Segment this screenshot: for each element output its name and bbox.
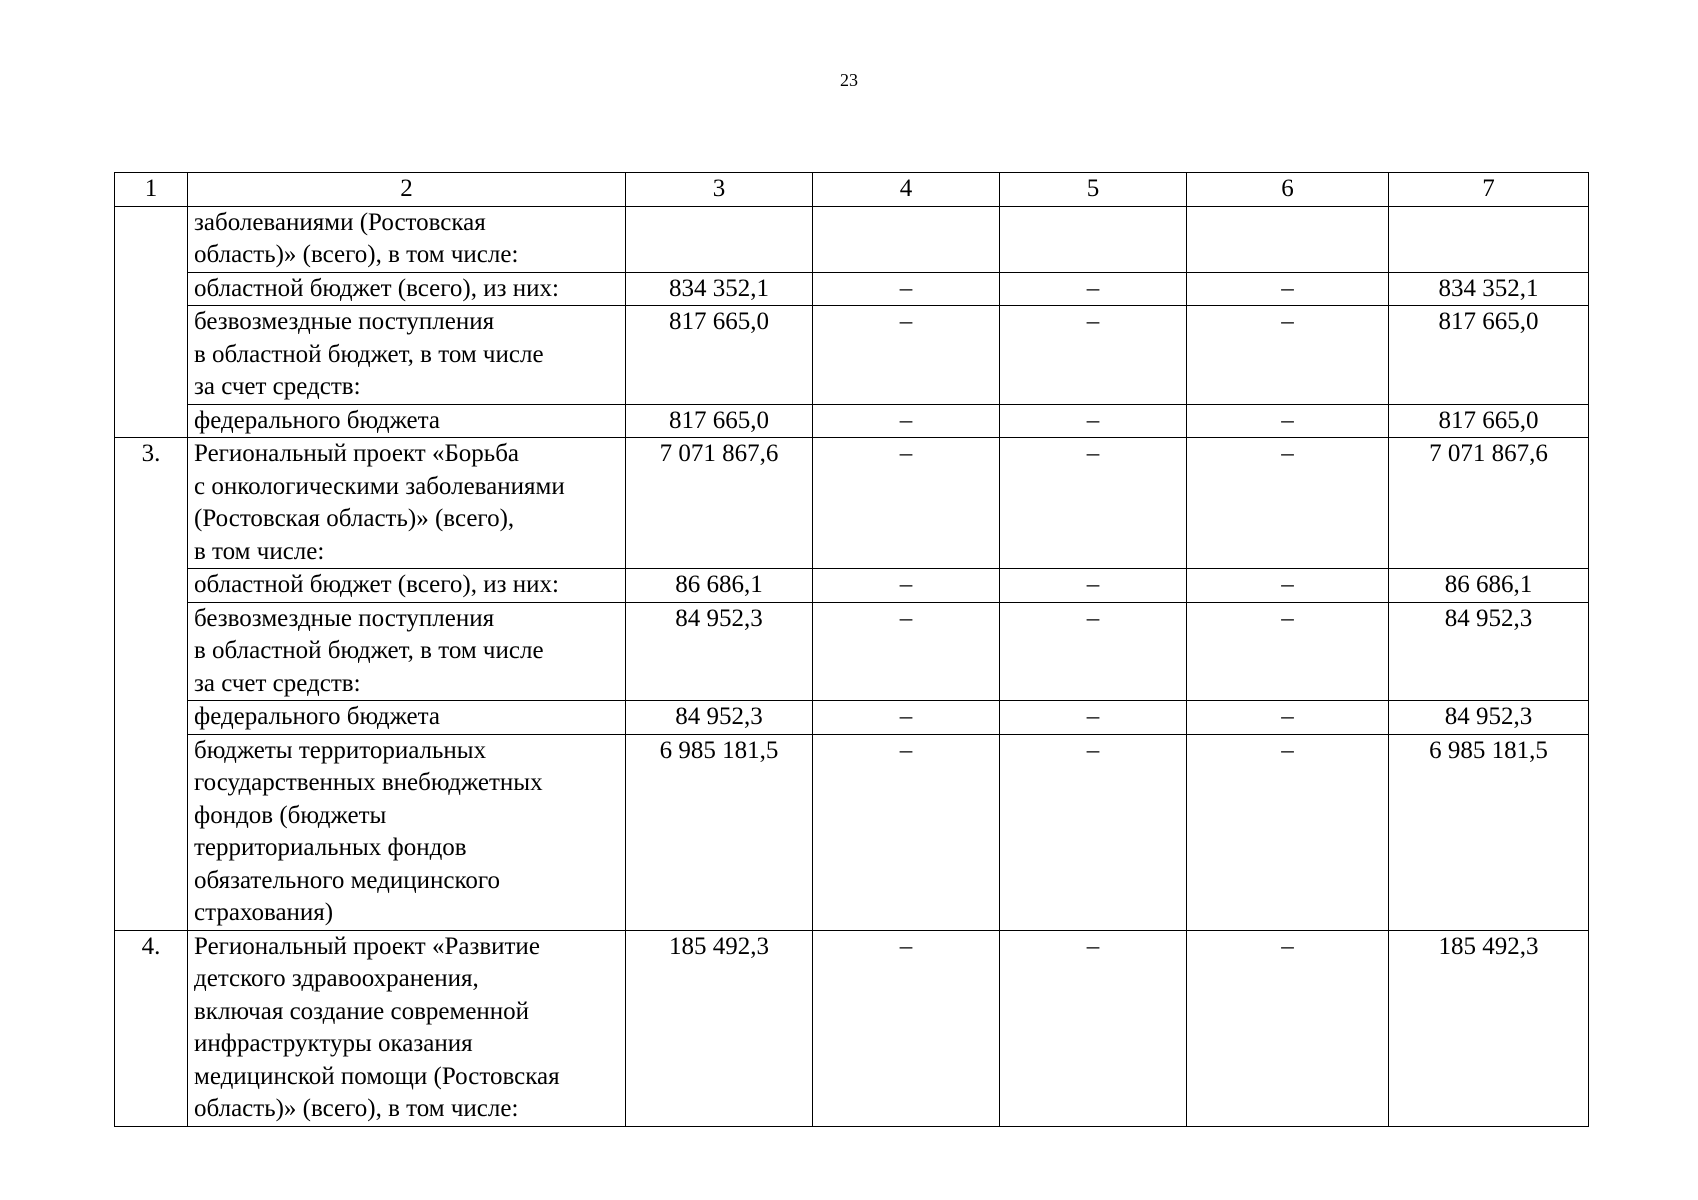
table-row — [115, 701, 1589, 735]
value-col3: 84 952,3 — [626, 701, 813, 735]
value-col3 — [626, 206, 813, 272]
value-col4: – — [813, 602, 1000, 701]
value-col5: – — [1000, 930, 1187, 1126]
column-header: 4 — [813, 173, 1000, 207]
value-col7: 7 071 867,6 — [1389, 438, 1589, 569]
value-col5: – — [1000, 306, 1187, 405]
table-row — [115, 569, 1589, 603]
row-label: областной бюджет (всего), из них: — [188, 272, 626, 306]
value-col4: – — [813, 930, 1000, 1126]
value-col3: 86 686,1 — [626, 569, 813, 603]
row-label: федерального бюджета — [188, 404, 626, 438]
table-row — [115, 404, 1589, 438]
row-label: безвозмездные поступления в областной бюджет, в том числе за счет средств: — [188, 306, 626, 405]
value-col7: 185 492,3 — [1389, 930, 1589, 1126]
row-number: 3. — [115, 438, 188, 931]
row-number: 4. — [115, 930, 188, 1126]
column-header: 6 — [1187, 173, 1389, 207]
value-col6: – — [1187, 569, 1389, 603]
value-col7: 84 952,3 — [1389, 602, 1589, 701]
row-label: федерального бюджета — [188, 701, 626, 735]
value-col6: – — [1187, 404, 1389, 438]
column-header: 7 — [1389, 173, 1589, 207]
value-col4: – — [813, 569, 1000, 603]
value-col7: 6 985 181,5 — [1389, 734, 1589, 930]
value-col4: – — [813, 272, 1000, 306]
value-col5: – — [1000, 734, 1187, 930]
value-col6 — [1187, 206, 1389, 272]
row-label: Региональный проект «Развитие детского здравоохранения, включая создание современной инфраструктуры оказания медицинской помощи (Ростовская область)» (всего), в том числе: — [188, 930, 626, 1126]
value-col4: – — [813, 734, 1000, 930]
value-col5: – — [1000, 438, 1187, 569]
value-col3: 834 352,1 — [626, 272, 813, 306]
column-number-row — [115, 173, 1589, 207]
table-row — [115, 306, 1589, 405]
value-col3: 6 985 181,5 — [626, 734, 813, 930]
value-col7: 817 665,0 — [1389, 306, 1589, 405]
value-col3: 185 492,3 — [626, 930, 813, 1126]
value-col6: – — [1187, 272, 1389, 306]
value-col7: 86 686,1 — [1389, 569, 1589, 603]
value-col7: 834 352,1 — [1389, 272, 1589, 306]
value-col6: – — [1187, 701, 1389, 735]
value-col6: – — [1187, 438, 1389, 569]
value-col7: 817 665,0 — [1389, 404, 1589, 438]
table-row — [115, 602, 1589, 701]
value-col6: – — [1187, 734, 1389, 930]
value-col6: – — [1187, 602, 1389, 701]
column-header: 2 — [188, 173, 626, 207]
value-col5: – — [1000, 404, 1187, 438]
value-col7 — [1389, 206, 1589, 272]
value-col6: – — [1187, 930, 1389, 1126]
budget-table — [114, 172, 1589, 1127]
table-row — [115, 438, 1589, 569]
row-label: заболеваниями (Ростовская область)» (всего), в том числе: — [188, 206, 626, 272]
row-number — [115, 206, 188, 438]
value-col6: – — [1187, 306, 1389, 405]
page-number: 23 — [840, 70, 858, 90]
value-col5: – — [1000, 272, 1187, 306]
value-col4: – — [813, 306, 1000, 405]
value-col5: – — [1000, 602, 1187, 701]
value-col7: 84 952,3 — [1389, 701, 1589, 735]
value-col5: – — [1000, 569, 1187, 603]
table-row — [115, 930, 1589, 1126]
column-header: 1 — [115, 173, 188, 207]
table-row — [115, 272, 1589, 306]
column-header: 5 — [1000, 173, 1187, 207]
row-label: бюджеты территориальных государственных внебюджетных фондов (бюджеты территориальных фондов обязательного медицинского страхования) — [188, 734, 626, 930]
value-col3: 7 071 867,6 — [626, 438, 813, 569]
value-col4: – — [813, 701, 1000, 735]
table-row — [115, 734, 1589, 930]
value-col3: 817 665,0 — [626, 404, 813, 438]
table-row — [115, 206, 1589, 272]
column-header: 3 — [626, 173, 813, 207]
value-col3: 84 952,3 — [626, 602, 813, 701]
row-label: областной бюджет (всего), из них: — [188, 569, 626, 603]
value-col4 — [813, 206, 1000, 272]
value-col5 — [1000, 206, 1187, 272]
value-col4: – — [813, 438, 1000, 569]
value-col4: – — [813, 404, 1000, 438]
row-label: Региональный проект «Борьба с онкологическими заболеваниями (Ростовская область)» (всего), в том числе: — [188, 438, 626, 569]
value-col3: 817 665,0 — [626, 306, 813, 405]
row-label: безвозмездные поступления в областной бюджет, в том числе за счет средств: — [188, 602, 626, 701]
value-col5: – — [1000, 701, 1187, 735]
